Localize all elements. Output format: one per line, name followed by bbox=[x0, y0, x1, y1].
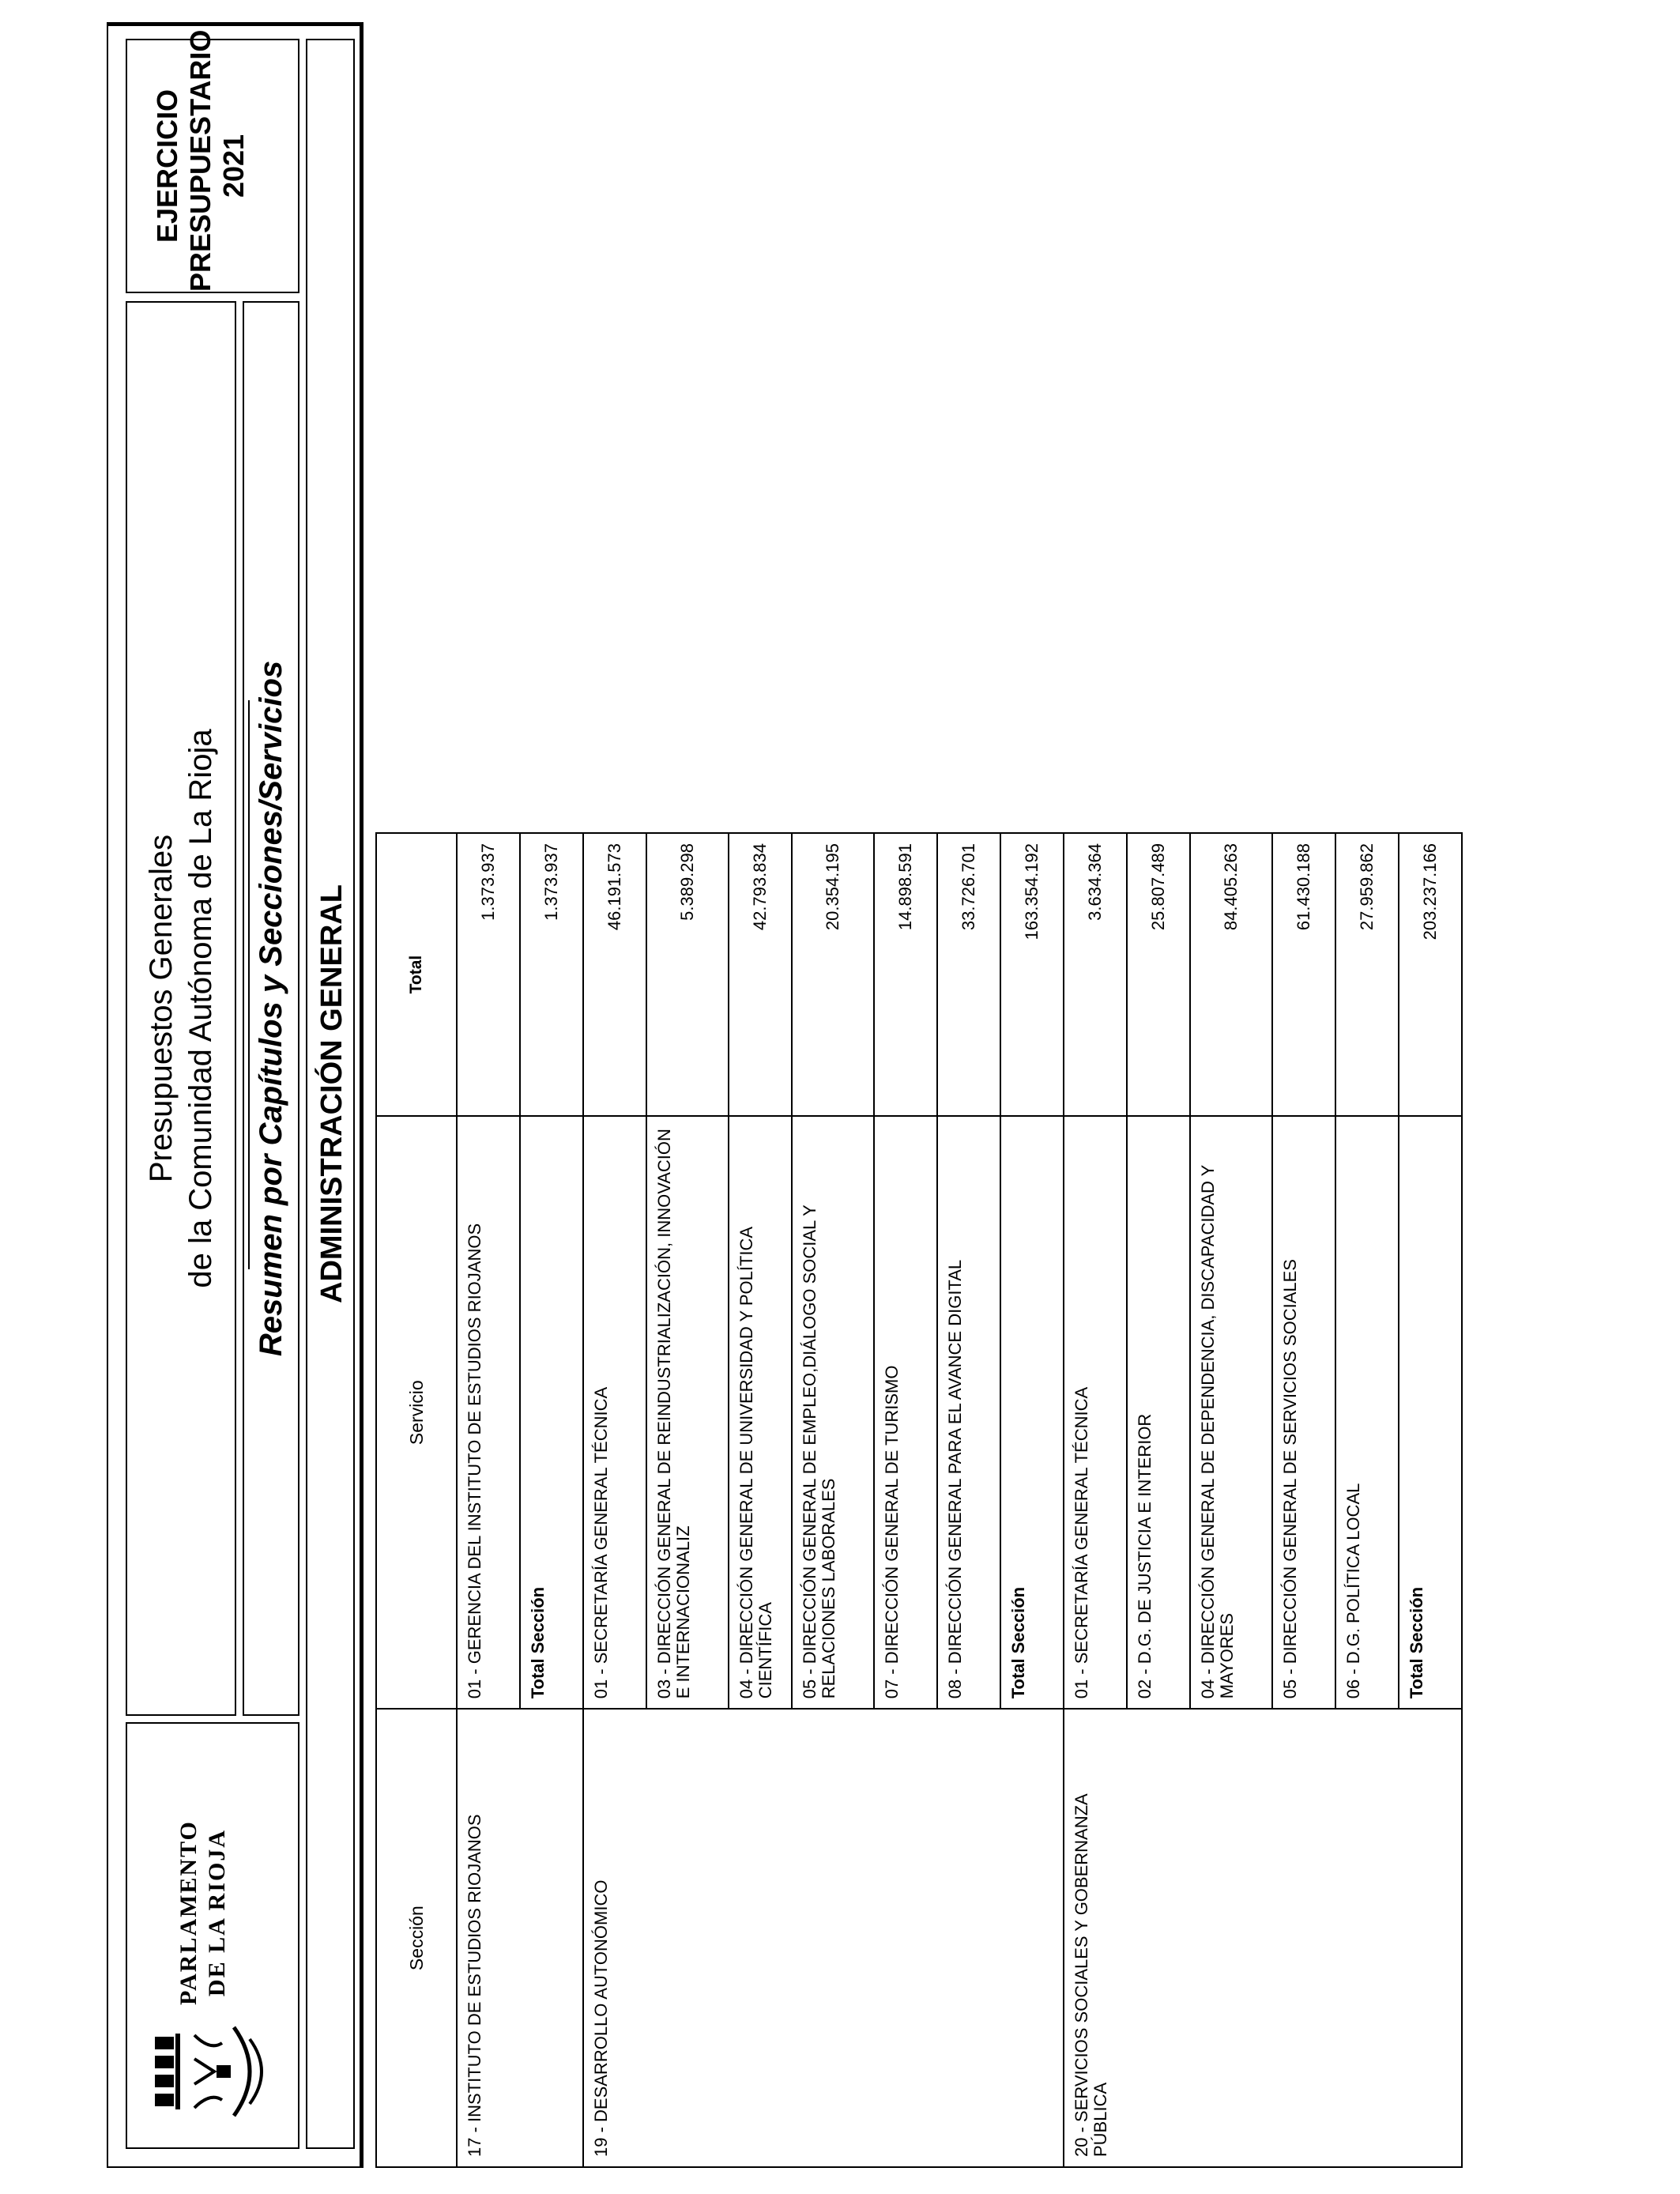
ejercicio-line-1: EJERCICIO bbox=[151, 89, 183, 243]
title-line-2: de la Comunidad Autónoma de La Rioja bbox=[183, 729, 218, 1288]
section-cell: 19 - DESARROLLO AUTONÓMICO bbox=[583, 1709, 1064, 2167]
col-header-total: Total bbox=[376, 833, 457, 1116]
ejercicio-year: 2021 bbox=[217, 134, 250, 198]
subtitle-box bbox=[243, 301, 299, 1716]
section-total-label: Total Sección bbox=[1399, 1116, 1462, 1709]
section-total-label: Total Sección bbox=[520, 1116, 583, 1709]
total-cell: 27.959.862 bbox=[1335, 833, 1399, 1116]
total-cell: 25.807.489 bbox=[1127, 833, 1190, 1116]
table-row bbox=[1064, 833, 1127, 2167]
document-subtitle: Resumen por Capítulos y Secciones/Servicios bbox=[254, 660, 288, 1357]
servicio-cell: 07 - DIRECCIÓN GENERAL DE TURISMO bbox=[874, 1116, 937, 1709]
col-header-seccion: Sección bbox=[376, 1709, 457, 2167]
budget-table bbox=[375, 832, 1463, 2168]
total-cell: 42.793.834 bbox=[729, 833, 792, 1116]
ejercicio-label bbox=[151, 29, 250, 292]
servicio-cell: 05 - DIRECCIÓN GENERAL DE EMPLEO,DIÁLOGO SOCIAL Y RELACIONES LABORALES bbox=[792, 1116, 874, 1709]
servicio-cell: 05 - DIRECCIÓN GENERAL DE SERVICIOS SOCIALES bbox=[1272, 1116, 1335, 1709]
total-cell: 46.191.573 bbox=[583, 833, 646, 1116]
administracion-underline bbox=[248, 700, 250, 1269]
parliament-emblem-icon bbox=[147, 2021, 273, 2124]
section-total-value: 163.354.192 bbox=[1000, 833, 1064, 1116]
total-cell: 33.726.701 bbox=[937, 833, 1000, 1116]
servicio-cell: 08 - DIRECCIÓN GENERAL PARA EL AVANCE DIGITAL bbox=[937, 1116, 1000, 1709]
total-cell: 61.430.188 bbox=[1272, 833, 1335, 1116]
table-header-row bbox=[376, 833, 457, 2167]
document-title bbox=[141, 303, 220, 1714]
administracion-label: ADMINISTRACIÓN GENERAL bbox=[315, 884, 348, 1303]
section-total-value: 1.373.937 bbox=[520, 833, 583, 1116]
title-line-1: Presupuestos Generales bbox=[144, 834, 179, 1183]
header-frame bbox=[107, 22, 363, 2168]
section-total-value: 203.237.166 bbox=[1399, 833, 1462, 1116]
administracion-box bbox=[306, 39, 355, 2149]
ejercicio-box bbox=[126, 29, 299, 293]
total-cell: 20.354.195 bbox=[792, 833, 874, 1116]
section-cell: 20 - SERVICIOS SOCIALES Y GOBERNANZA PÚBLICA bbox=[1064, 1709, 1462, 2167]
total-cell: 1.373.937 bbox=[457, 833, 520, 1116]
logo-wordmark bbox=[175, 1820, 232, 2005]
logo-box bbox=[126, 1722, 299, 2149]
logo-line-2: DE LA RIOJA bbox=[204, 1829, 230, 1997]
servicio-cell: 04 - DIRECCIÓN GENERAL DE UNIVERSIDAD Y POLÍTICA CIENTÍFICA bbox=[729, 1116, 792, 1709]
servicio-cell: 03 - DIRECCIÓN GENERAL DE REINDUSTRIALIZACIÓN, INNOVACIÓN E INTERNACIONALIZ bbox=[646, 1116, 729, 1709]
total-cell: 3.634.364 bbox=[1064, 833, 1127, 1116]
table-row bbox=[457, 833, 520, 2167]
total-cell: 84.405.263 bbox=[1190, 833, 1272, 1116]
ejercicio-line-2: PRESUPUESTARIO bbox=[184, 29, 217, 292]
servicio-cell: 02 - D.G. DE JUSTICIA E INTERIOR bbox=[1127, 1116, 1190, 1709]
servicio-cell: 01 - GERENCIA DEL INSTITUTO DE ESTUDIOS RIOJANOS bbox=[457, 1116, 520, 1709]
servicio-cell: 01 - SECRETARÍA GENERAL TÉCNICA bbox=[1064, 1116, 1127, 1709]
servicio-cell: 01 - SECRETARÍA GENERAL TÉCNICA bbox=[583, 1116, 646, 1709]
table-row bbox=[583, 833, 646, 2167]
total-cell: 14.898.591 bbox=[874, 833, 937, 1116]
col-header-servicio: Servicio bbox=[376, 1116, 457, 1709]
total-cell: 5.389.298 bbox=[646, 833, 729, 1116]
section-total-label: Total Sección bbox=[1000, 1116, 1064, 1709]
section-cell: 17 - INSTITUTO DE ESTUDIOS RIOJANOS bbox=[457, 1709, 583, 2167]
servicio-cell: 04 - DIRECCIÓN GENERAL DE DEPENDENCIA, DISCAPACIDAD Y MAYORES bbox=[1190, 1116, 1272, 1709]
servicio-cell: 06 - D.G. POLÍTICA LOCAL bbox=[1335, 1116, 1399, 1709]
title-box bbox=[126, 301, 236, 1716]
logo-line-1: PARLAMENTO bbox=[175, 1820, 202, 2005]
